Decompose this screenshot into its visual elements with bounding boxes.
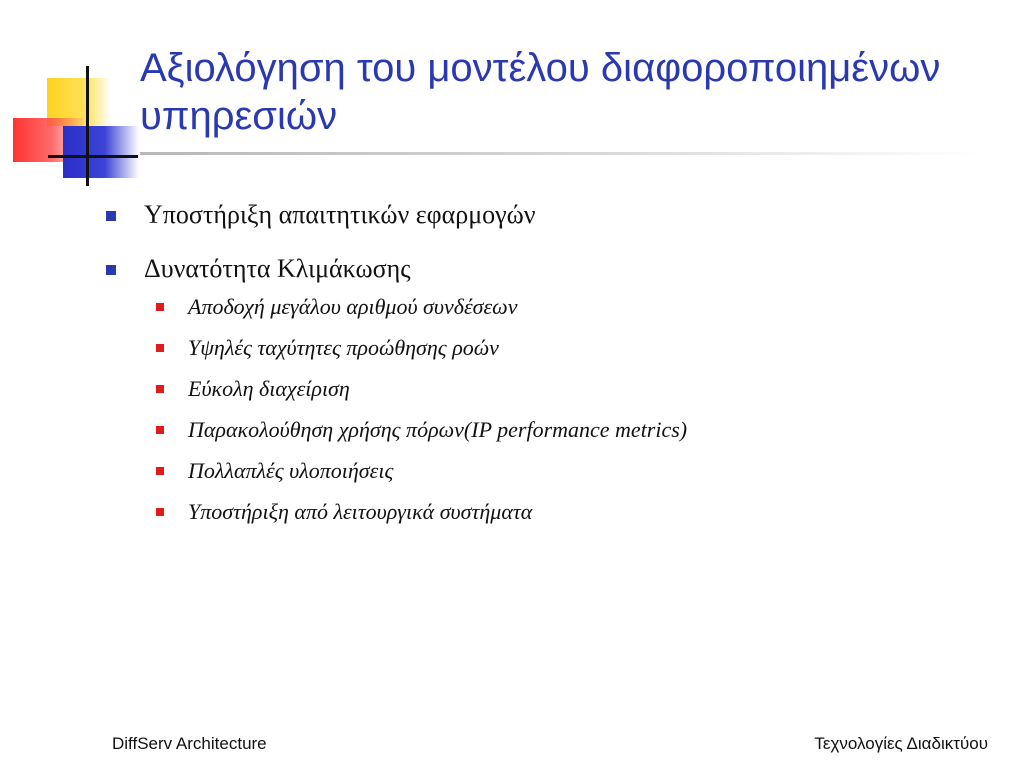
red-square-bullet-icon (156, 508, 164, 516)
slide-logo (0, 0, 150, 200)
footer-right-text: Τεχνολογίες Διαδικτύου (814, 734, 988, 753)
square-bullet-icon (106, 211, 116, 221)
square-bullet-icon (106, 265, 116, 275)
title-underline (140, 152, 980, 155)
sub-bullet-text: Εύκολη διαχείριση (188, 376, 350, 401)
sub-bullet-item (144, 294, 980, 320)
sub-bullet-item (144, 458, 980, 484)
sub-bullet-item (144, 499, 980, 525)
sub-bullet-item (144, 417, 980, 443)
red-square-bullet-icon (156, 467, 164, 475)
footer-left-text: DiffServ Architecture (112, 734, 267, 753)
slide-content (100, 200, 980, 549)
sub-bullet-text: Αποδοχή μεγάλου αριθμού συνδέσεων (188, 294, 518, 319)
logo-blue-square (63, 126, 139, 178)
bullet-text: Υποστήριξη απαιτητικών εφαρμογών (144, 200, 536, 229)
bullet-list (100, 200, 980, 525)
sub-bullet-text: Παρακολούθηση χρήσης πόρων(IP performance metrics) (188, 417, 688, 442)
bullet-text: Δυνατότητα Κλιμάκωσης (144, 254, 411, 283)
sub-bullet-list (144, 294, 980, 525)
logo-horizontal-line (48, 155, 138, 158)
sub-bullet-item (144, 335, 980, 361)
red-square-bullet-icon (156, 385, 164, 393)
logo-vertical-line (86, 66, 89, 186)
sub-bullet-text: Υψηλές ταχύτητες προώθησης ροών (188, 335, 499, 360)
red-square-bullet-icon (156, 303, 164, 311)
bullet-item (100, 200, 980, 230)
bullet-item (100, 254, 980, 525)
sub-bullet-text: Πολλαπλές υλοποιήσεις (188, 458, 394, 483)
slide-title: Αξιολόγηση του μοντέλου διαφοροποιημένων υπηρεσιών (140, 46, 941, 138)
sub-bullet-item (144, 376, 980, 402)
red-square-bullet-icon (156, 426, 164, 434)
sub-bullet-text: Υποστήριξη από λειτουργικά συστήματα (188, 499, 533, 524)
red-square-bullet-icon (156, 344, 164, 352)
